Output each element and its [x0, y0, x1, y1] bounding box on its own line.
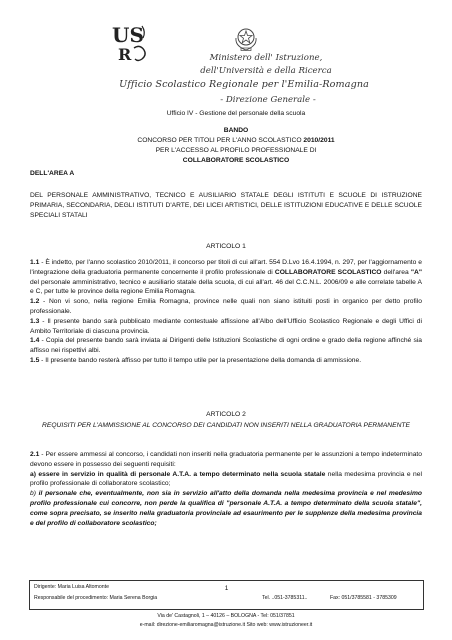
paragraph-1-3: 1.3 - Il presente bando sarà pubblicato mediante contestuale affissione all'Albo dell'Ufficio Scolastico Regionale e degli Uffici di Ambito Territoriale di ciascuna provincia. [30, 317, 422, 335]
paragraph-1-1: 1.1 - È indetto, per l'anno scolastico 2010/2011, il concorso per titoli di cui all'art. 554 D.Lvo 16.4.1994, n. 297, per l'aggiornamento e l'integrazione della graduatoria permanente concernente il profilo professionale di COLLABORATORE SCOLASTICO dell'area "A" del personale amministrativo, tecnico e ausiliario statale della scuola, di cui all'art. 46 del C.C.N.L. 2006/09 e alle correlate tabelle A e C, per tutte le province della regione Emilia Romagna. [30, 259, 422, 296]
republic-emblem-icon [233, 24, 259, 52]
profilo-title: COLLABORATORE SCOLASTICO [182, 157, 290, 164]
articolo-1-body [30, 258, 422, 366]
requirement-b: b) il personale che, eventualmente, non sia in servizio all'atto della domanda nella medesima provincia e nel medesimo profilo professionale cui concorre, non perde la qualifica di "personale A.T.A. a tempo determinato della scuola statale", come sopra precisato, se inserito nella graduatoria provinciale ad esaurimento per le supplenze della medesima provincia e del profilo di collaboratore scolastico; [30, 490, 422, 527]
requirement-a: a) essere in servizio in qualità di personale A.T.A. a tempo determinato nella scuola statale nella medesima provincia e nel profilo professionale di collaboratore scolastico; [30, 470, 422, 488]
footer-contacts: e-mail: direzione-emiliaromagna@istruzione.it Sito web: www.istruzioneer.it [139, 622, 313, 628]
footer-box [29, 580, 424, 610]
concorso-line: CONCORSO PER TITOLI PER L'ANNO SCOLASTICO 2010/2011 [137, 137, 335, 144]
footer-address: Via de' Castagnoli, 1 – 40126 – BOLOGNA - Tel: 051/37851 [157, 613, 295, 619]
paragraph-1-4: 1.4 - Copia del presente bando sarà inviata ai Dirigenti delle Istituzioni Scolastiche di ogni ordine e grado della regione affinché sia affisso nei rispettivi albi. [30, 337, 422, 355]
articolo-2-title: ARTICOLO 2 [206, 411, 246, 418]
page-number: 1 [224, 585, 229, 592]
ministry-line-2: dell'Università e della Ricerca [200, 66, 332, 76]
dirigente: Dirigente: Maria Luisa Altomonte [34, 584, 109, 590]
accesso-line: PER L'ACCESSO AL PROFILO PROFESSIONALE DI [155, 147, 317, 154]
paragraph-1-5: 1.5 - Il presente bando resterà affisso per tutto il tempo utile per la presentazione della domanda di ammissione. [30, 356, 362, 364]
responsabile: Responsabile del procedimento: Maria Serena Borgia [34, 595, 158, 601]
paragraph-2-1: 2.1 - Per essere ammessi al concorso, i candidati non inseriti nella graduatoria permanente per le assunzioni a tempo indeterminato devono essere in possesso dei seguenti requisiti: [30, 451, 422, 468]
footer-fax: Fax: 051/3785581 - 3785309 [330, 595, 397, 601]
paragraph-1-2: 1.2 - Non vi sono, nella regione Emilia Romagna, province nelle quali non siano istituiti posti in organico per detto profilo professionale. [30, 298, 422, 315]
regional-office-title: Ufficio Scolastico Regionale per l'Emilia-Romagna [119, 79, 369, 90]
intro-paragraph: DEL PERSONALE AMMINISTRATIVO, TECNICO E AUSILIARIO STATALE DEGLI ISTITUTI E SCUOLE DI ISTRUZIONE PRIMARIA, SECONDARIA, DEGLI ISTITUTI D'ARTE, DEI LICEI ARTISTICI, DELLE ISTITUZIONI EDUCATIVE E DELLE SCUOLE SPECIALI STATALI [30, 192, 422, 219]
area-label: DELL'AREA A [30, 170, 75, 177]
direzione-generale: - Direzione Generale - [220, 95, 316, 105]
articolo-1-title: ARTICOLO 1 [206, 243, 246, 250]
office-name: Ufficio IV - Gestione del personale della scuola [166, 110, 306, 117]
logo-letters: US [112, 23, 144, 47]
articolo-2-body [30, 450, 422, 528]
ministry-line-1: Ministero dell' Istruzione, [209, 53, 323, 63]
bando-title: BANDO [223, 127, 249, 134]
logo-letter-r: R [118, 45, 132, 64]
footer-phone: Tel. ..051-3785311.. [262, 595, 308, 601]
articolo-2-subtitle: REQUISITI PER L'AMMISSIONE AL CONCORSO DEI CANDIDATI NON INSERITI NELLA GRADUATORIA PERMANENTE [42, 422, 410, 429]
